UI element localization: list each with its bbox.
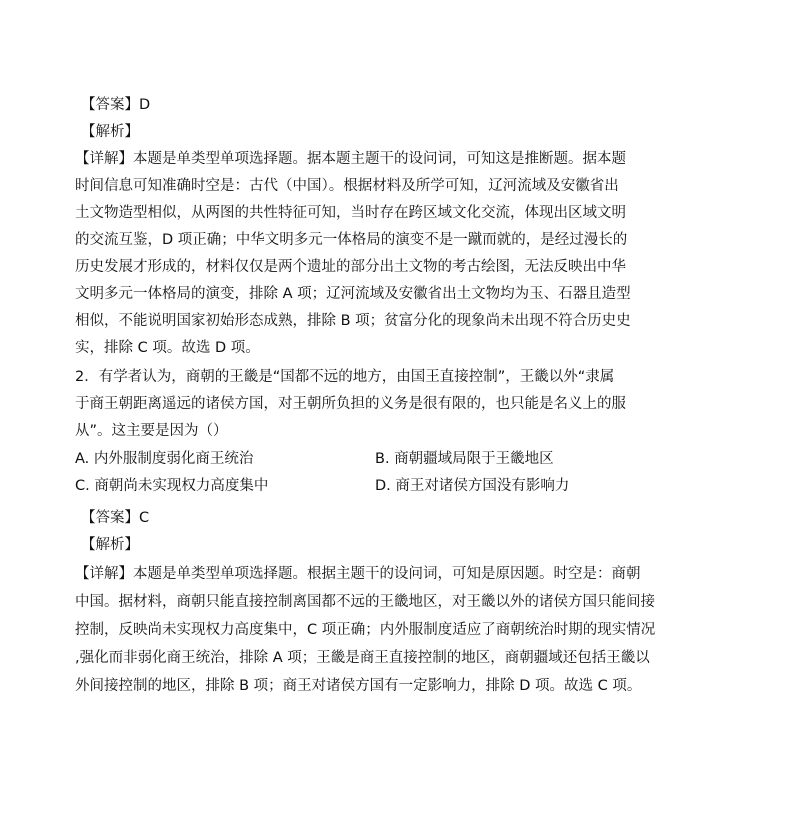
detail-1-line: 历史发展才形成的，材料仅仅是两个遗址的部分出土文物的考古绘图，无法反映出中华 [75, 259, 626, 275]
detail-2-line: 中国。据材料，商朝只能直接控制离国都不远的王畿地区，对王畿以外的诸侯方国只能间接 [75, 594, 655, 610]
detail-1-line: 【详解】本题是单类型单项选择题。据本题主题干的设问词，可知这是推断题。据本题 [75, 151, 626, 167]
detail-2-line: 【详解】本题是单类型单项选择题。根据主题干的设问词，可知是原因题。时空是：商朝 [75, 566, 641, 582]
question-2-stem: 2．有学者认为，商朝的王畿是“国都不远的地方，由国王直接控制”，王畿以外“隶属 [75, 369, 615, 385]
detail-1-line: 相似，不能说明国家初始形态成熟，排除 B 项；贫富分化的现象尚未出现不符合历史史 [75, 313, 631, 329]
detail-1-line: 的交流互鉴，D 项正确；中华文明多元一体格局的演变不是一蹴而就的，是经过漫长的 [75, 232, 628, 248]
detail-2-line: 外间接控制的地区，排除 B 项；商王对诸侯方国有一定影响力，排除 D 项。故选 C 项。 [75, 678, 642, 694]
analysis-label-2: 【解析】 [81, 537, 139, 553]
detail-1-line: 土文物造型相似，从两图的共性特征可知，当时存在跨区域文化交流，体现出区域文明 [75, 205, 626, 221]
question-2-stem: 于商王朝距离遥远的诸侯方国，对王朝所负担的义务是很有限的，也只能是名义上的服 [75, 396, 626, 412]
detail-1-line: 文明多元一体格局的演变，排除 A 项；辽河流域及安徽省出土文物均为玉、石器且造型 [75, 286, 631, 302]
option-d: D. 商王对诸侯方国没有影响力 [375, 478, 570, 494]
option-b: B. 商朝疆域局限于王畿地区 [375, 451, 554, 467]
option-a: A. 内外服制度弱化商王统治 [75, 451, 254, 467]
detail-2-line: ,强化而非弱化商王统治，排除 A 项；王畿是商王直接控制的地区，商朝疆域还包括王畿以 [75, 650, 650, 666]
question-2-stem: 从”。这主要是因为（） [75, 423, 228, 439]
option-c: C. 商朝尚未实现权力高度集中 [75, 478, 269, 494]
detail-2-line: 控制，反映尚未实现权力高度集中，C 项正确；内外服制度适应了商朝统治时期的现实情况 [75, 622, 656, 638]
detail-1-line: 时间信息可知准确时空是：古代（中国）。根据材料及所学可知，辽河流域及安徽省出 [75, 178, 619, 194]
answer-2: 【答案】C [81, 510, 150, 526]
answer-1: 【答案】D [81, 97, 151, 113]
detail-1-line: 实，排除 C 项。故选 D 项。 [75, 340, 260, 356]
analysis-label-1: 【解析】 [81, 124, 139, 140]
